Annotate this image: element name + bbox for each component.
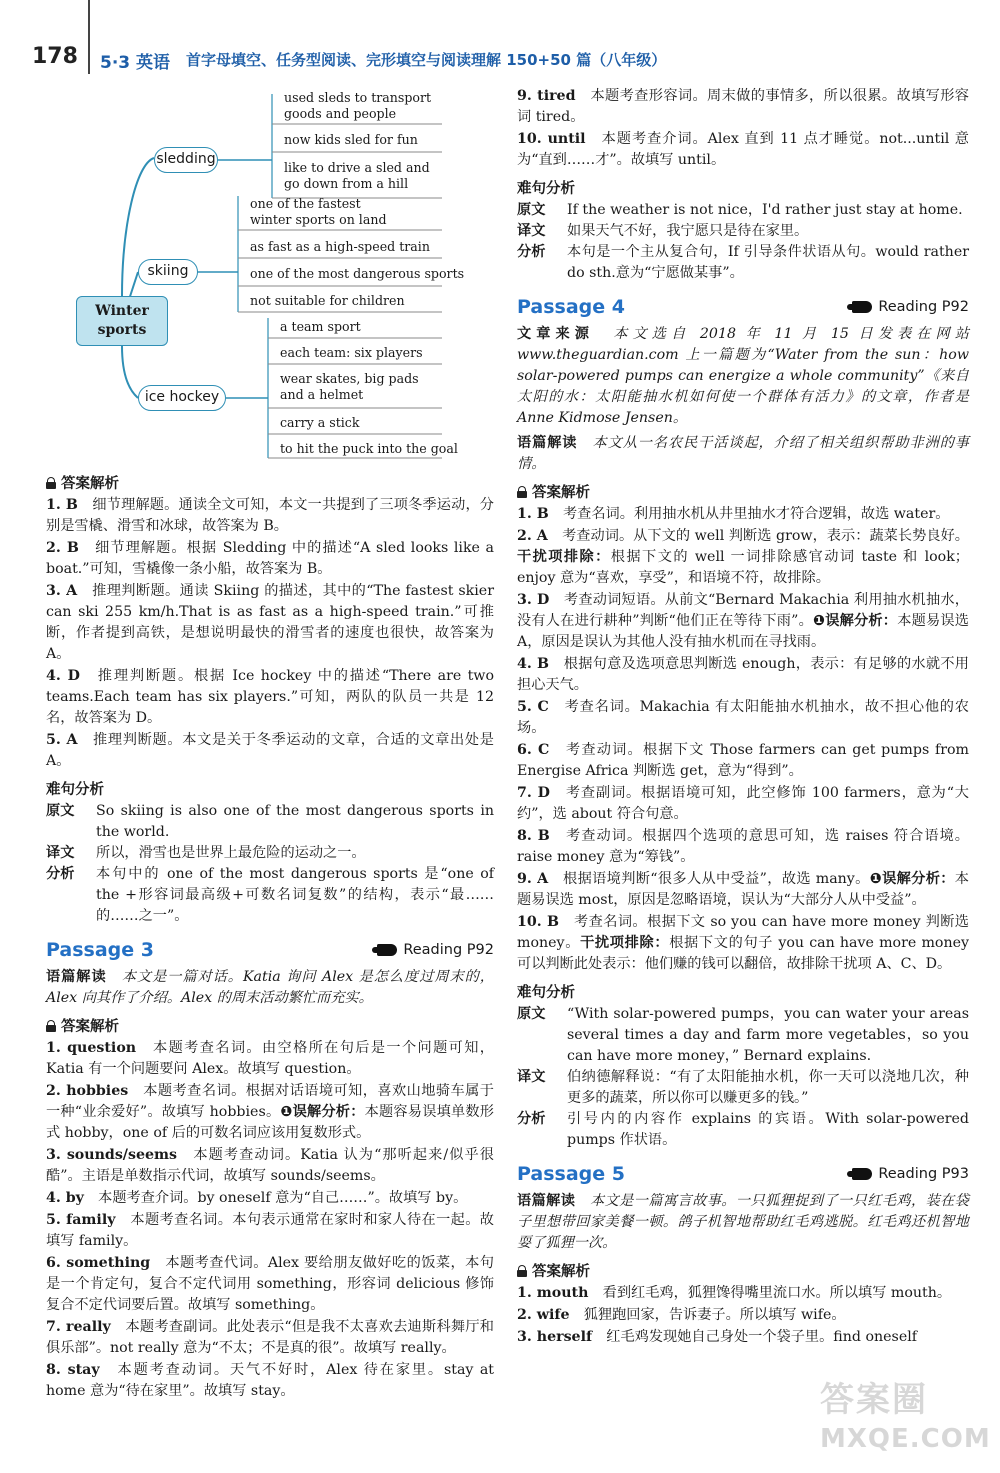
answer-item: 8. stay 本题考查动词。天气不好时，Alex 待在家里。stay at home 意为“待在家里”。故填写 stay。 — [46, 1362, 494, 1399]
answer-item: 3. D 考查动词短语。从前文“Bernard Makachia 利用抽水机抽水，没有人在进行耕种”判断“他们正在等待下雨”。❶误解分析：本题易误选 A，原因是误认为其他人没有抽水机而在寻找雨。 — [517, 592, 969, 650]
passage-title: Passage 3 — [46, 939, 154, 961]
answer-item: 9. A 根据语境判断“很多人从中受益”，故选 many。❶误解分析：本题易误选 most，原因是忽略语境，误认为“大部分人从中受益”。 — [517, 871, 969, 908]
answer-item: 2. wife 狐狸跑回家，告诉妻子。所以填写 wife。 — [517, 1307, 846, 1323]
branch-skiing: skiing — [138, 259, 198, 285]
answer-heading: 答案解析 — [517, 481, 969, 502]
watermark — [820, 1372, 991, 1464]
passage-intro: 语篇解读 本文是一篇寓言故事。一只狐狸捉到了一只红毛鸡，装在袋子里想带回家美餐一顿。鸽子机智地帮助红毛鸡逃脱。红毛鸡还机智地耍了狐狸一次。 — [517, 1193, 969, 1251]
series-title: 首字母填空、任务型阅读、完形填空与阅读理解 150+50 篇（八年级） — [186, 51, 667, 69]
passage-title: Passage 5 — [517, 1163, 625, 1185]
answer-item: 4. by 本题考查介词。by oneself 意为“自己……”。故填写 by。 — [46, 1190, 468, 1206]
answer-item: 1. question 本题考查名词。由空格所在句后是一个问题可知，Katia 有一个问题要问 Alex。故填写 question。 — [46, 1040, 494, 1077]
lock-icon — [517, 1265, 527, 1276]
answer-heading: 答案解析 — [517, 1260, 969, 1281]
difficult-sentence-heading: 难句分析 — [517, 181, 575, 197]
reading-reference: Reading P93 — [852, 1166, 969, 1182]
header-divider — [88, 0, 90, 74]
diff-translation: 译文 伯纳德解释说：“有了太阳能抽水机，你一天可以浇地几次，种更多的蔬菜，所以你可以赚更多的钱。” — [517, 1069, 969, 1106]
diff-original: 原文 So skiing is also one of the most dangerous sports in the world. — [46, 803, 494, 840]
reading-reference: Reading P92 — [377, 942, 494, 958]
pointing-hand-icon — [852, 1168, 872, 1180]
answer-item: 2. A 考查动词。从下文的 well 判断选 grow，表示：蔬菜长势良好。干扰项排除：根据下文的 well 一词排除感官动词 taste 和 look；enjoy 意为“喜欢，享受”，和语境不符，故排除。 — [517, 528, 969, 586]
leaf-item: as fast as a high-speed train — [250, 239, 430, 254]
diff-analysis: 分析 引号内的内容作 explains 的宾语。With solar-powered pumps 作状语。 — [517, 1111, 969, 1148]
mind-map — [46, 86, 494, 466]
answer-item: 10. until 本题考查介词。Alex 直到 11 点才睡觉。not...until 意为“直到……才”。故填写 until。 — [517, 131, 969, 168]
diff-translation: 译文 所以，滑雪也是世界上最危险的运动之一。 — [46, 845, 366, 861]
answer-item: 7. D 考查副词。根据语境可知，此空修饰 100 farmers，意为“大约”，选 about 符合句意。 — [517, 785, 969, 822]
page-header — [0, 0, 1000, 80]
diff-translation: 译文 如果天气不好，我宁愿只是待在家里。 — [517, 223, 809, 239]
answer-item: 3. herself 红毛鸡发现她自己身处一个袋子里。find oneself — [517, 1329, 918, 1345]
passage-4-header — [517, 296, 969, 318]
page-number: 178 — [32, 44, 78, 69]
leaf-item: a team sport — [280, 319, 361, 334]
brand-logo: 5·3 英语 — [100, 53, 171, 73]
answer-item: 8. B 考查动词。根据四个选项的意思可知，选 raises 符合语境。raise money 意为“筹钱”。 — [517, 828, 969, 865]
diff-analysis: 分析 本句是一个主从复合句，If 引导条件状语从句。would rather do sth.意为“宁愿做某事”。 — [517, 244, 969, 281]
answer-item: 5. family 本题考查名词。本句表示通常在家时和家人待在一起。故填写 family。 — [46, 1212, 494, 1249]
leaf-item: wear skates, big pads and a helmet — [280, 371, 419, 402]
watermark-logo: 答案圈 — [820, 1380, 928, 1420]
leaf-item: used sleds to transport goods and people — [284, 90, 432, 121]
pointing-hand-icon — [852, 301, 872, 313]
answer-heading: 答案解析 — [46, 1015, 494, 1036]
answer-item: 6. C 考查动词。根据下文 Those farmers can get pumps from Energise Africa 判断选 get，意为“得到”。 — [517, 742, 969, 779]
leaf-item: now kids sled for fun — [284, 132, 418, 147]
answer-item: 1. B 细节理解题。通读全文可知，本文一共提到了三项冬季运动，分别是雪橇、滑雪和冰球，故答案为 B。 — [46, 497, 494, 534]
branch-ice-hockey: ice hockey — [138, 385, 226, 411]
lock-icon — [46, 1020, 56, 1031]
leaf-item: each team: six players — [280, 345, 423, 360]
passage-3-header — [46, 939, 494, 961]
diff-original: 原文 “With solar-powered pumps，you can water your areas several times a day and farm more vegetables，so you can have more money，” Bernard explains. — [517, 1006, 969, 1064]
answer-item: 9. tired 本题考查形容词。周末做的事情多，所以很累。故填写形容词 tired。 — [517, 88, 969, 125]
answer-item: 1. B 考查名词。利用抽水机从井里抽水才符合逻辑，故选 water。 — [517, 506, 950, 522]
watermark-url: MXQE.COM — [820, 1424, 991, 1454]
answer-item: 10. B 考查名词。根据下文 so you can have more money 判断选 money。干扰项排除：根据下文的句子 you can have more money 可以判断此处表示：他们赚的钱可以翻倍，故排除干扰项 A、C、D。 — [517, 914, 969, 972]
answer-item: 7. really 本题考查副词。此处表示“但是我不太喜欢去迪斯科舞厅和俱乐部”。not really 意为“不太；不是真的很”。故填写 really。 — [46, 1319, 494, 1356]
left-column — [46, 86, 494, 1403]
answer-item: 2. hobbies 本题考查名词。根据对话语境可知，喜欢山地骑车属于一种“业余爱好”。故填写 hobbies。❶误解分析：本题容易误填单数形式 hobby，one of 后的可数名词应该用复数形式。 — [46, 1083, 494, 1141]
difficult-sentence-heading: 难句分析 — [46, 782, 104, 798]
answer-item: 5. C 考查名词。Makachia 有太阳能抽水机抽水，故不担心他的农场。 — [517, 699, 969, 736]
passage-intro: 语篇解读 本文从一名农民干活谈起，介绍了相关组织帮助非洲的事情。 — [517, 435, 969, 472]
branch-sledding: sledding — [154, 147, 218, 173]
lock-icon — [46, 477, 56, 488]
leaf-item: one of the most dangerous sports — [250, 266, 465, 281]
answer-item: 3. sounds/seems 本题考查动词。Katia 认为“那听起来/似乎很酷”。主语是单数指示代词，故填写 sounds/seems。 — [46, 1147, 494, 1184]
diff-original: 原文 If the weather is not nice，I'd rather just stay at home. — [517, 202, 963, 218]
right-column — [517, 86, 969, 1349]
diff-analysis: 分析 本句中的 one of the most dangerous sports 是“one of the +形容词最高级+可数名词复数”的结构，表示“最……的……之一”。 — [46, 866, 494, 924]
difficult-sentence-heading: 难句分析 — [517, 985, 575, 1001]
leaf-item: not suitable for children — [250, 293, 405, 308]
mind-map-root: Winter sports — [76, 296, 168, 346]
pointing-hand-icon — [377, 944, 397, 956]
answer-item: 3. A 推理判断题。通读 Skiing 的描述，其中的“The fastest skier can ski 255 km/h.That is as fast as a high-speed train.”可推断，作者提到高铁，是想说明最快的滑雪者的速度也很快，故答案为 A。 — [46, 583, 494, 662]
passage-title: Passage 4 — [517, 296, 625, 318]
reading-reference: Reading P92 — [852, 299, 969, 315]
answer-item: 4. B 根据句意及选项意思判断选 enough，表示：有足够的水就不用担心天气。 — [517, 656, 969, 693]
leaf-item: to hit the puck into the goal — [280, 441, 458, 456]
answer-item: 2. B 细节理解题。根据 Sledding 中的描述“A sled looks like a boat.”可知，雪橇像一条小船，故答案为 B。 — [46, 540, 494, 577]
answer-heading: 答案解析 — [46, 472, 494, 493]
answer-item: 1. mouth 看到红毛鸡，狐狸馋得嘴里流口水。所以填写 mouth。 — [517, 1285, 952, 1301]
passage-source: 文章来源 本文选自 2018 年 11 月 15 日发表在网站 www.theguardian.com 上一篇题为“Water from the sun：how solar-powered pumps can energize a whole community”《来自太阳的水：太阳能抽水机如何使一个群体有活力》的文章，作者是 Anne Kidmose Jensen。 — [517, 326, 969, 426]
answer-item: 5. A 推理判断题。本文是关于冬季运动的文章，合适的文章出处是 A。 — [46, 732, 494, 769]
leaf-item: one of the fastest winter sports on land — [250, 196, 387, 227]
leaf-item: carry a stick — [280, 415, 360, 430]
answer-item: 4. D 推理判断题。根据 Ice hockey 中的描述“There are two teams.Each team has six players.”可知，两队的队员一共是 12 名，故答案为 D。 — [46, 668, 494, 726]
answer-item: 6. something 本题考查代词。Alex 要给朋友做好吃的饭菜，本句是一个肯定句，复合不定代词用 something，形容词 delicious 修饰复合不定代词要后置。故填写 something。 — [46, 1255, 494, 1313]
leaf-item: like to drive a sled and go down from a hill — [284, 160, 430, 191]
passage-5-header — [517, 1163, 969, 1185]
lock-icon — [517, 486, 527, 497]
passage-intro: 语篇解读 本文是一篇对话。Katia 询问 Alex 是怎么度过周末的，Alex 向其作了介绍。Alex 的周末活动繁忙而充实。 — [46, 969, 494, 1006]
